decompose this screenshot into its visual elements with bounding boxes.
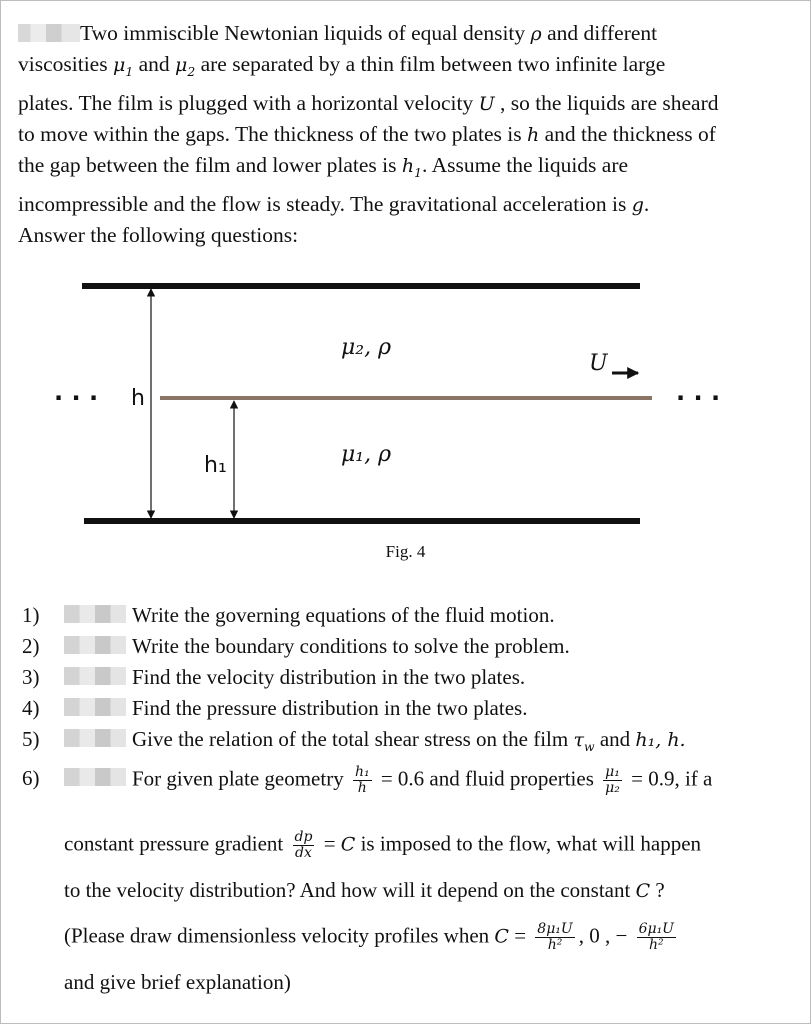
redacted-marker (64, 667, 126, 685)
redacted-marker (64, 636, 126, 654)
and-word: and (138, 52, 170, 77)
c-fraction-2: $\frac{\text{6μ₁U}}{\text{h²}}$ (638, 921, 674, 953)
period: . (643, 191, 650, 216)
intro-line-6: incompressible and the flow is steady. The gravitational acceleration is (18, 191, 627, 216)
dots-left: · · · (54, 384, 99, 412)
redacted-marker (64, 768, 126, 786)
upper-fluid-label: μ₂, ρ (341, 335, 392, 360)
question-number: 3) (22, 665, 40, 689)
intro-line-5-end: . Assume the liquids are (422, 153, 629, 178)
u-symbol: U (478, 92, 495, 115)
redacted-marker (64, 605, 126, 623)
q6-continuation-line-4: and give brief explanation) (64, 970, 291, 994)
question-text: Write the boundary conditions to solve the problem. (132, 634, 570, 658)
h1-symbol: $h_1$ (401, 155, 423, 181)
question-text: Write the governing equations of the fluid motion. (132, 603, 555, 627)
g-symbol: g (631, 193, 644, 216)
intro-line-7: Answer the following questions: (18, 223, 299, 248)
question-text: Find the pressure distribution in the two plates. (132, 696, 528, 720)
redacted-marker (18, 24, 80, 42)
question-text: Give the relation of the total shear stress on the film $\tau_w$ and h₁, h. (132, 727, 686, 754)
q6-continuation-line-1: constant pressure gradient $\frac{dp}{dx}$ = C is imposed to the flow, what will happen (64, 829, 702, 861)
q6-continuation-line-2: to the velocity distribution? And how will it depend on the constant C ? (64, 878, 665, 902)
question-number: 5) (22, 727, 40, 751)
flow-diagram (0, 250, 811, 580)
c-fraction-1: $\frac{\text{8μ₁U}}{\text{h²}}$ (537, 921, 573, 953)
ratio-h1-h: $\frac{\text{h₁}}{h}$ (354, 764, 370, 796)
intro-line-3-end: , so the liquids are sheard (499, 90, 719, 115)
lower-fluid-label: μ₁, ρ (341, 442, 392, 467)
figure-caption: Fig. 4 (385, 542, 426, 561)
intro-line-2a: viscosities (18, 52, 108, 77)
intro-line-1-end: and different (547, 21, 658, 45)
intro-line-3: plates. The film is plugged with a horizontal velocity (18, 90, 474, 115)
question-number: 4) (22, 696, 40, 720)
question-number: 2) (22, 634, 40, 658)
velocity-label: U (589, 351, 608, 376)
redacted-marker (64, 698, 126, 716)
intro-line-4-end: and the thickness of (544, 122, 716, 147)
h1-label: h₁ (204, 453, 227, 478)
ratio-mu1-mu2: $\frac{\text{μ₁}}{\text{μ₂}}$ (605, 764, 620, 796)
rho-symbol: ρ (530, 23, 542, 45)
intro-line-4: to move within the gaps. The thickness of the two plates is (18, 122, 522, 147)
intro-line-1: Two immiscible Newtonian liquids of equal density (80, 21, 526, 45)
question-number: 6) (22, 766, 40, 790)
dp-dx-fraction: $\frac{dp}{dx}$ (294, 829, 313, 861)
problem-statement (18, 18, 803, 250)
h-label: h (131, 386, 145, 411)
intro-line-5: the gap between the film and lower plates is (18, 153, 397, 178)
mu1-symbol: $\mu_1$ (112, 54, 134, 80)
question-number: 1) (22, 603, 40, 627)
question-text: Find the velocity distribution in the two plates. (132, 665, 526, 689)
q6-continuation-line-3: (Please draw dimensionless velocity profiles when C = $\frac{\text{8μ₁U}}{\text{h²}}$ , 0 , − $\frac{\text{6μ₁U}}{\text{h²}}$ (64, 921, 674, 953)
redacted-marker (64, 729, 126, 747)
dots-right: · · · (676, 384, 721, 412)
intro-line-2b: are separated by a thin film between two infinite large (200, 52, 666, 77)
h-symbol: h (526, 124, 540, 147)
mu2-symbol: $\mu_2$ (174, 54, 196, 80)
question-text: For given plate geometry $\frac{\text{h₁}}{h}$ = 0.6 and fluid properties $\frac{\text{μ₁}}{\text{μ₂}}$ = 0.9, if a (132, 764, 713, 796)
